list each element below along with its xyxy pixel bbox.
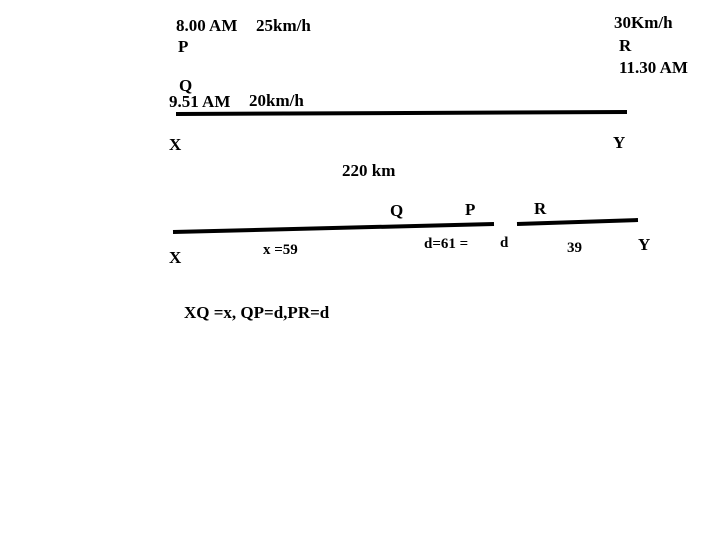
p-speed: 25km/h — [256, 16, 311, 35]
x-label-top: X — [169, 135, 182, 154]
q-start-time: 9.51 AM — [169, 92, 231, 111]
top-line-xy — [176, 112, 627, 114]
q-label-bottom: Q — [390, 201, 404, 220]
total-distance: 220 km — [342, 161, 396, 180]
y-label-bottom: Y — [638, 235, 651, 254]
q-speed: 20km/h — [249, 91, 304, 110]
bottom-line-left — [173, 224, 494, 232]
bottom-line-right — [517, 220, 638, 224]
p-start-time: 8.00 AM — [176, 16, 238, 35]
ry-distance: 39 — [567, 240, 582, 256]
y-label-top: Y — [613, 133, 626, 152]
r-label-bottom: R — [534, 199, 547, 218]
x-label-bottom: X — [169, 248, 182, 267]
qp-distance: d=61 = — [424, 236, 469, 252]
q-label-top: Q — [179, 76, 193, 95]
r-start-time: 11.30 AM — [619, 58, 688, 77]
r-label-top: R — [619, 36, 632, 55]
pr-distance: d — [500, 235, 509, 251]
p-label-bottom: P — [465, 200, 476, 219]
r-speed: 30Km/h — [614, 13, 673, 32]
xq-distance: x =59 — [263, 242, 298, 258]
p-label-top: P — [178, 37, 189, 56]
segment-equation: XQ =x, QP=d,PR=d — [184, 303, 330, 322]
